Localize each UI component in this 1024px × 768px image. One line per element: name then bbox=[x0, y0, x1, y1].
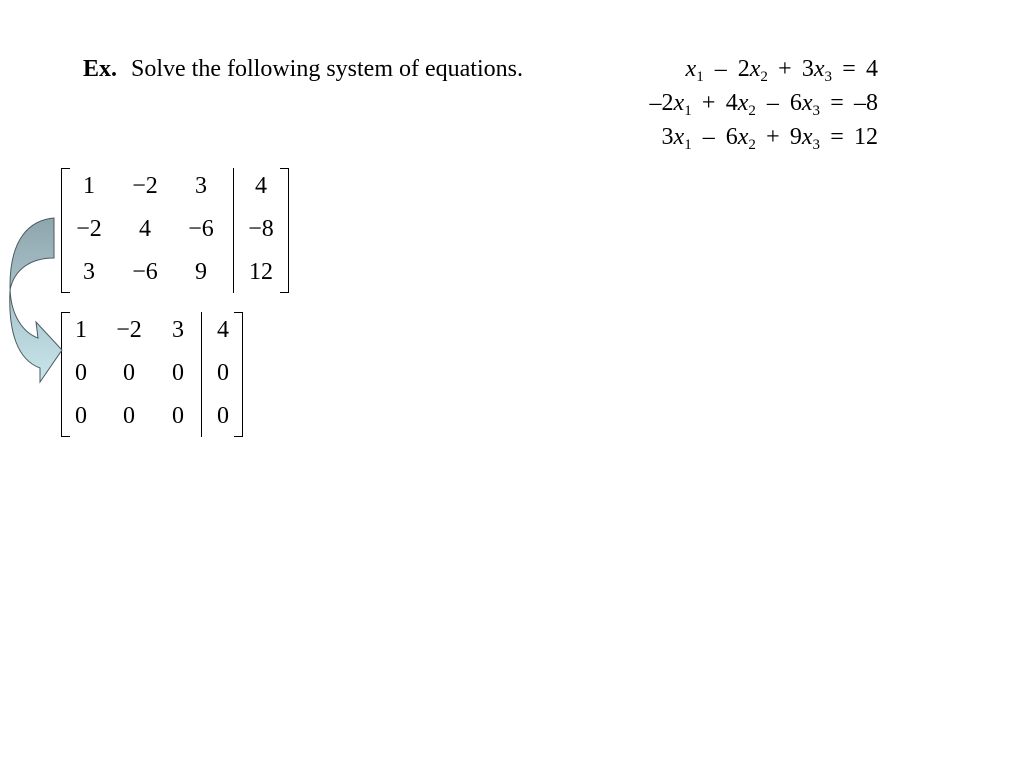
curved-down-right-arrow-icon bbox=[0, 208, 70, 388]
eq3-rhs: 12 bbox=[854, 124, 878, 150]
equation-2: $-2x_1 + 4x_2 - 6x_3 = -8$ bbox=[649, 90, 878, 119]
eq3-coef1: 3 bbox=[661, 124, 674, 150]
matrix-cell: −2 bbox=[116, 317, 142, 343]
matrix-cell: 0 bbox=[172, 403, 184, 429]
matrix-cell: 1 bbox=[75, 317, 87, 343]
eq1-var1: x bbox=[685, 56, 697, 82]
matrix-cell: −2 bbox=[132, 173, 158, 199]
eq2-equals: = bbox=[830, 90, 844, 116]
eq2-var2: x bbox=[737, 90, 749, 116]
example-label: Ex. bbox=[83, 56, 118, 82]
eq2-coef1: –2 bbox=[649, 90, 674, 116]
eq3-var3: x bbox=[801, 124, 813, 150]
matrix-cell: 0 bbox=[217, 403, 229, 429]
eq1-coef2: 2 bbox=[737, 56, 750, 82]
matrix-cell: 0 bbox=[217, 360, 229, 386]
eq1-rhs: 4 bbox=[866, 56, 878, 82]
matrix-cell: 0 bbox=[123, 403, 135, 429]
eq1-op2: + bbox=[778, 56, 792, 82]
matrix-cell: −6 bbox=[132, 259, 158, 285]
matrix-cell: 3 bbox=[172, 317, 184, 343]
matrix-cell: −8 bbox=[248, 216, 274, 242]
equation-3: $3x_1 - 6x_2 + 9x_3 = 12$ bbox=[661, 124, 878, 153]
eq1-var2: x bbox=[749, 56, 761, 82]
eq3-coef2: 6 bbox=[725, 124, 738, 150]
matrix-cell: 0 bbox=[75, 403, 87, 429]
matrix-cell: 1 bbox=[83, 173, 95, 199]
eq2-op1: + bbox=[701, 90, 716, 116]
matrix-cell: 12 bbox=[249, 259, 273, 285]
eq1-op1: – bbox=[714, 56, 727, 82]
matrix-cell: −6 bbox=[188, 216, 214, 242]
eq2-coef2: 4 bbox=[725, 90, 738, 116]
augment-divider bbox=[233, 168, 234, 293]
eq3-op1: – bbox=[702, 124, 715, 150]
matrix-cell: 9 bbox=[195, 259, 207, 285]
eq2-op2: – bbox=[766, 90, 779, 116]
eq1-var3: x bbox=[813, 56, 825, 82]
problem-statement: Solve the following system of equations. bbox=[131, 56, 523, 82]
problem-heading bbox=[83, 54, 523, 84]
eq2-var3: x bbox=[801, 90, 813, 116]
matrix-cell: 3 bbox=[195, 173, 207, 199]
matrix-cell: −2 bbox=[76, 216, 102, 242]
equation-1: $x_1 - 2x_2 + 3x_3 = 4$ bbox=[685, 56, 878, 85]
matrix-cell: 0 bbox=[172, 360, 184, 386]
matrix-cell: 3 bbox=[83, 259, 95, 285]
eq3-op2: + bbox=[766, 124, 780, 150]
eq1-equals: = bbox=[842, 56, 856, 82]
eq3-var2: x bbox=[737, 124, 749, 150]
eq3-var1: x bbox=[673, 124, 685, 150]
matrix-cell: 0 bbox=[123, 360, 135, 386]
matrix-cell: 4 bbox=[217, 317, 229, 343]
equation-system bbox=[600, 54, 890, 156]
eq3-equals: = bbox=[830, 124, 844, 150]
eq2-var1: x bbox=[673, 90, 685, 116]
eq1-coef3: 3 bbox=[801, 56, 814, 82]
matrix-cell: 0 bbox=[75, 360, 87, 386]
matrix-cell: 4 bbox=[255, 173, 267, 199]
matrix-cell: 4 bbox=[139, 216, 151, 242]
eq2-coef3: 6 bbox=[789, 90, 802, 116]
augmented-matrix-original bbox=[61, 168, 289, 293]
eq3-coef3: 9 bbox=[789, 124, 802, 150]
eq2-rhs: –8 bbox=[854, 90, 878, 116]
augmented-matrix-reduced bbox=[61, 312, 243, 437]
